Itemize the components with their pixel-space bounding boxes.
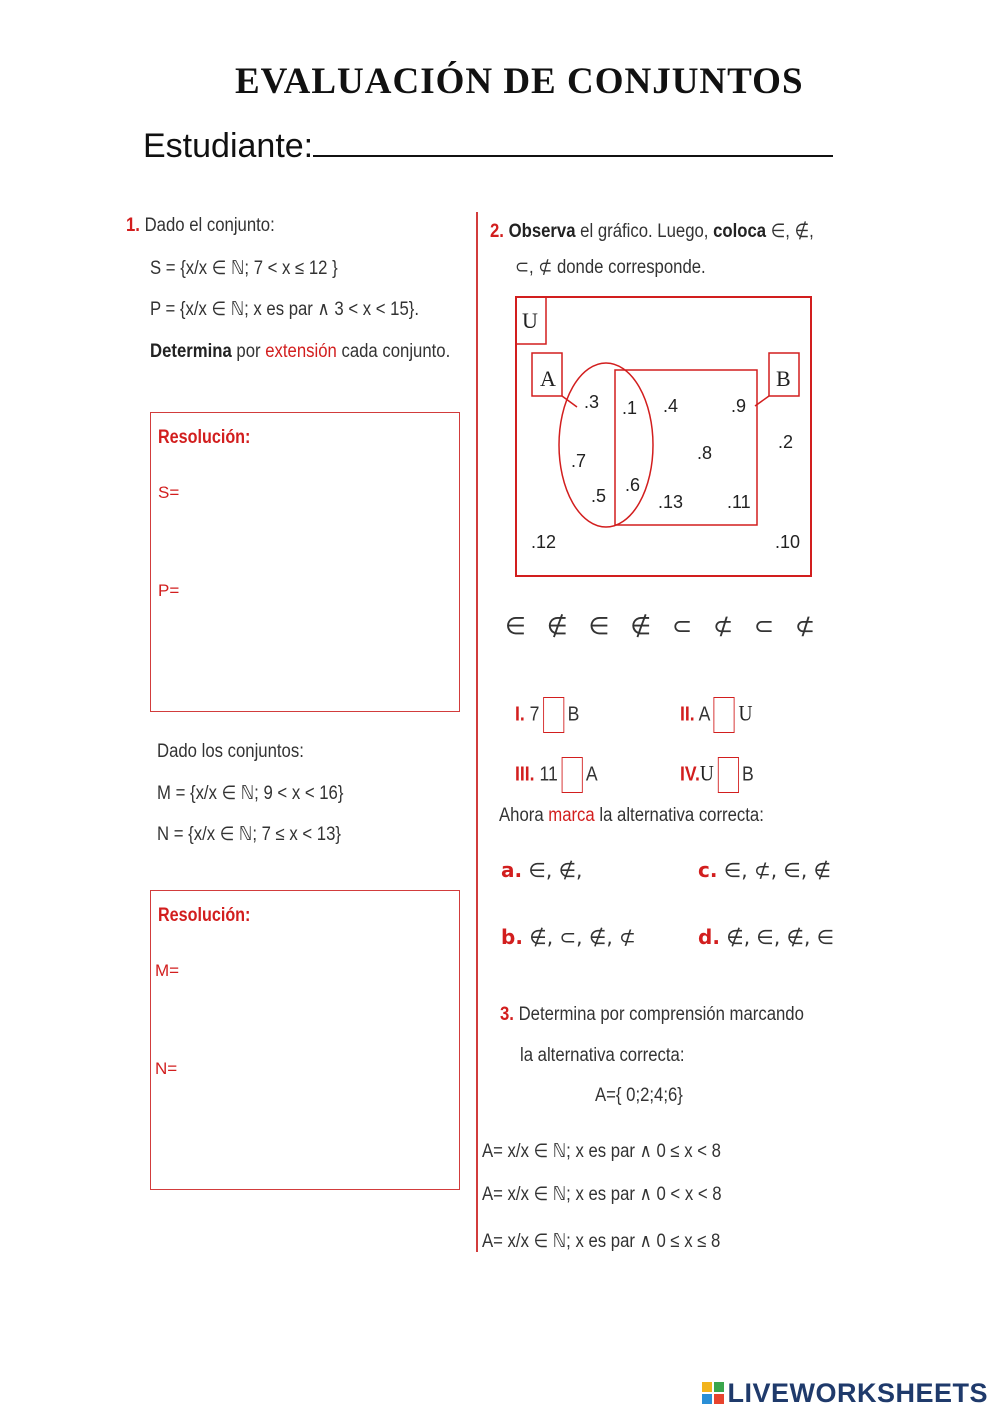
res2-title: Resolución: <box>158 905 251 926</box>
q1-set-s: S = {x/x ∈ ℕ; 7 < x ≤ 12 } <box>150 258 338 279</box>
symbol-not-element-of[interactable]: ∉ <box>630 612 652 640</box>
q1-instr-mid: por <box>231 341 266 362</box>
symbol-element-of[interactable]: ∈ <box>588 612 610 640</box>
venn-element: .11 <box>727 492 751 512</box>
q2-line1-mid: el gráfico. Luego, <box>575 221 714 242</box>
item-iv-drop-box[interactable] <box>717 757 738 793</box>
item-i-roman: I. <box>515 703 525 726</box>
logo-text: LIVEWORKSHEETS <box>727 1378 988 1408</box>
q3-line1-text: Determina por comprensión marcando <box>518 1004 804 1025</box>
item-iii <box>515 757 598 793</box>
option-a[interactable] <box>501 858 582 882</box>
mark-red: marca <box>548 805 595 826</box>
item-ii-right: U <box>738 700 753 726</box>
res1-p-label: P= <box>158 581 180 600</box>
venn-element: .4 <box>663 396 679 416</box>
q3-number: 3. <box>500 1004 514 1025</box>
q1-instr-red: extensión <box>265 341 337 362</box>
res2-m-label: M= <box>155 961 180 980</box>
option-a-letter: a. <box>501 858 523 882</box>
q1-instruction <box>150 341 450 363</box>
q1-intro-2: Dado los conjuntos: <box>157 741 304 762</box>
q1-set-p: P = {x/x ∈ ℕ; x es par ∧ 3 < x < 15}. <box>150 299 419 320</box>
item-i-right: B <box>567 703 580 726</box>
symbol-subset[interactable]: ⊂ <box>753 612 775 640</box>
item-iii-roman: III. <box>515 763 535 786</box>
symbol-not-subset[interactable]: ⊄ <box>794 612 815 640</box>
q2-line2: ⊂, ⊄ donde corresponde. <box>515 257 706 278</box>
liveworksheets-logo <box>702 1378 988 1409</box>
item-i <box>515 697 579 733</box>
universe-label: U <box>522 308 538 333</box>
item-iv-roman: IV. <box>680 763 700 786</box>
item-iv-right: B <box>742 763 754 786</box>
q1-set-m: M = {x/x ∈ ℕ; 9 < x < 16} <box>157 783 344 804</box>
venn-element: .9 <box>731 396 747 416</box>
q3-line2: la alternativa correcta: <box>520 1045 685 1066</box>
option-b-text: ∉, ⊂, ∉, ⊄ <box>529 925 636 949</box>
symbol-not-subset[interactable]: ⊄ <box>712 612 734 640</box>
item-i-drop-box[interactable] <box>543 697 564 733</box>
q2-number: 2. <box>490 221 504 242</box>
venn-element: .10 <box>775 532 801 552</box>
q3-alternative-2[interactable]: A= x/x ∈ ℕ; x es par ∧ 0 < x < 8 <box>482 1184 722 1205</box>
res1-title: Resolución: <box>158 427 251 448</box>
venn-element: .2 <box>778 432 794 452</box>
symbol-bank <box>505 612 815 640</box>
item-i-left: 7 <box>529 703 540 726</box>
venn-element: .5 <box>591 486 607 506</box>
option-c-letter: c. <box>698 858 718 882</box>
venn-element: .8 <box>697 443 713 463</box>
symbol-element-of[interactable]: ∈ <box>505 612 526 640</box>
mark-post: la alternativa correcta: <box>594 805 764 826</box>
venn-element: .12 <box>531 532 557 552</box>
item-ii-drop-box[interactable] <box>714 697 735 733</box>
option-c-text: ∈, ⊄, ∈, ∉ <box>723 858 831 882</box>
symbol-subset[interactable]: ⊂ <box>672 612 693 640</box>
q1-intro-text: Dado el conjunto: <box>144 215 275 236</box>
q1-instr-end: cada conjunto. <box>336 341 451 362</box>
column-divider <box>476 212 478 1252</box>
q1-set-n: N = {x/x ∈ ℕ; 7 ≤ x < 13} <box>157 824 341 845</box>
item-iii-drop-box[interactable] <box>561 757 582 793</box>
item-iii-right: A <box>585 763 598 786</box>
venn-element: .6 <box>625 475 641 495</box>
item-iii-left: 11 <box>539 763 558 786</box>
option-d-text: ∉, ∈, ∉, ∈ <box>726 925 835 949</box>
item-iv <box>680 757 754 793</box>
q3-alternative-3[interactable]: A= x/x ∈ ℕ; x es par ∧ 0 ≤ x ≤ 8 <box>482 1231 721 1252</box>
option-a-text: ∈, ∉, <box>528 858 583 882</box>
item-ii <box>680 697 752 733</box>
item-ii-roman: II. <box>680 703 695 726</box>
universe-rect <box>516 297 811 576</box>
venn-element: .7 <box>571 451 587 471</box>
set-b-label: B <box>776 366 791 391</box>
item-ii-left: A <box>698 703 711 726</box>
option-b-letter: b. <box>501 925 523 949</box>
q2-bold2: coloca <box>713 221 767 242</box>
page-title: EVALUACIÓN DE CONJUNTOS <box>235 61 804 102</box>
option-d[interactable] <box>698 925 834 949</box>
resolution-box-1[interactable] <box>150 412 460 712</box>
q1-number: 1. <box>126 215 140 236</box>
q1-instr-bold: Determina <box>150 341 232 362</box>
res1-s-label: S= <box>158 483 180 502</box>
mark-pre: Ahora <box>499 805 549 826</box>
student-field <box>143 125 833 166</box>
q2-line1-end: ∈, ∉, <box>766 221 814 242</box>
option-d-letter: d. <box>698 925 720 949</box>
mark-instruction <box>499 805 764 827</box>
q2-bold1: Observa <box>508 221 576 242</box>
option-b[interactable] <box>501 925 636 949</box>
venn-element: .3 <box>584 392 600 412</box>
q1-intro <box>126 215 275 237</box>
q3-line1 <box>500 1004 804 1026</box>
symbol-not-element-of[interactable]: ∉ <box>546 612 568 640</box>
q2-line1 <box>490 220 814 243</box>
student-label: Estudiante: <box>143 127 314 165</box>
q3-set-a: A={ 0;2;4;6} <box>595 1085 683 1106</box>
item-iv-left: U <box>699 760 714 786</box>
venn-element: .1 <box>622 398 638 418</box>
student-name-input[interactable] <box>313 125 833 157</box>
q3-alternative-1[interactable]: A= x/x ∈ ℕ; x es par ∧ 0 ≤ x < 8 <box>482 1141 721 1162</box>
set-a-label: A <box>540 366 556 391</box>
resolution-box-2[interactable] <box>150 890 460 1190</box>
liveworksheets-logo-icon <box>702 1382 724 1404</box>
res2-n-label: N= <box>155 1059 178 1078</box>
option-c[interactable] <box>698 858 831 882</box>
venn-element: .13 <box>658 492 684 512</box>
